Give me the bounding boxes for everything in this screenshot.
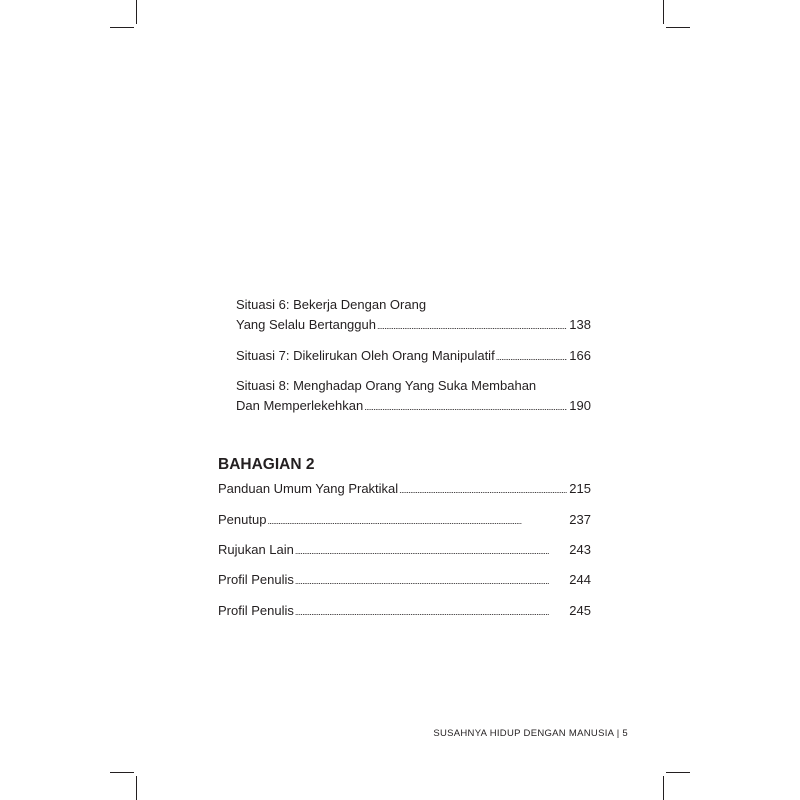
toc-entry-page-number: 138 [569,317,591,332]
toc-entry-title: Profil Penulis [218,572,294,587]
toc-entry-page-number: 244 [569,572,591,587]
toc-entry-profil-penulis-1[interactable] [218,570,591,590]
toc-entry-title-line-2: Yang Selalu Bertangguh [236,317,376,332]
toc-entry-situasi-6[interactable] [236,295,591,335]
toc-entry-page-number: 243 [569,542,591,557]
dot-leader [399,480,567,500]
toc-entry-title: Penutup [218,512,267,527]
dot-leader [496,347,568,367]
toc-entry-page-number: 190 [569,398,591,413]
dot-leader [295,541,567,561]
dot-leader [295,602,567,622]
dot-leader [267,511,567,531]
toc-entry-profil-penulis-2[interactable] [218,601,591,621]
toc-entry-page-number: 215 [569,481,591,496]
toc-entry-page-number: 237 [569,512,591,527]
running-footer: SUSAHNYA HIDUP DENGAN MANUSIA | 5 [433,728,628,739]
dot-leader [364,397,567,417]
toc-entry-title-line-2: Dan Memperlekehkan [236,398,364,413]
dot-leader [377,316,567,336]
toc-entry-penutup[interactable] [218,510,591,530]
toc-entry-page-number: 245 [569,603,591,618]
toc-entry-rujukan-lain[interactable] [218,540,591,560]
dot-leader [295,571,567,591]
toc-entry-page-number: 166 [569,348,591,363]
section-heading-bahagian-2: BAHAGIAN 2 [218,456,315,473]
toc-entry-title: Panduan Umum Yang Praktikal [218,481,399,496]
toc-entry-title: Profil Penulis [218,603,294,618]
toc-entry-situasi-8[interactable] [236,376,591,416]
toc-entry-title: Rujukan Lain [218,542,294,557]
toc-entry-title-line-1: Situasi 8: Menghadap Orang Yang Suka Membahan [236,378,537,393]
toc-entry-title: Situasi 7: Dikelirukan Oleh Orang Manipulatif [236,348,495,363]
toc-entry-panduan-umum[interactable] [218,479,591,499]
toc-entry-situasi-7[interactable] [236,346,591,366]
toc-entry-title-line-1: Situasi 6: Bekerja Dengan Orang [236,297,427,312]
